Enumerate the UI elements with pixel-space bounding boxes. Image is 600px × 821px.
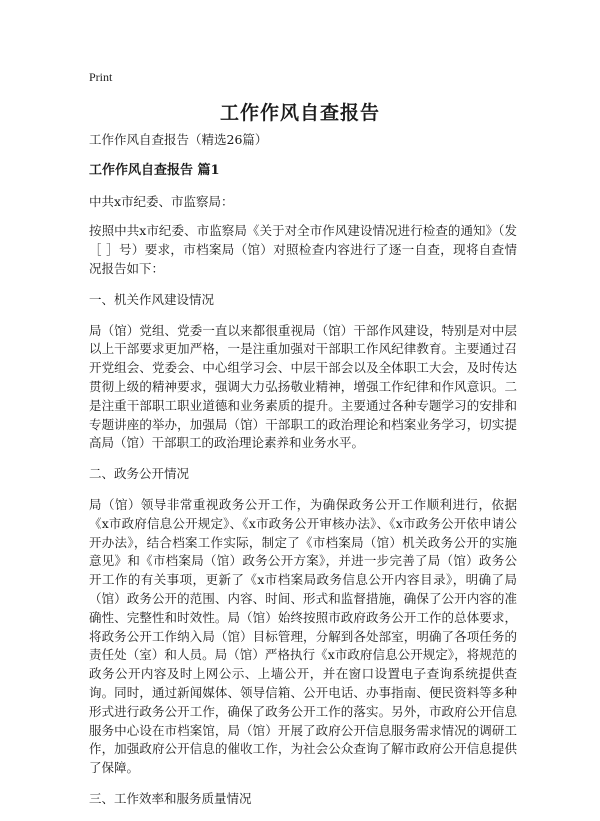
document-subtitle: 工作作风自查报告（精选26篇）	[89, 132, 268, 147]
part1-heading: 一、机关作风建设情况	[89, 291, 215, 307]
part2-heading: 二、政务公开情况	[89, 466, 190, 482]
salutation: 中共x市纪委、市监察局：	[89, 193, 234, 209]
document-title: 工作作风自查报告	[219, 102, 380, 124]
part3-heading: 三、工作效率和服务质量情况	[89, 790, 252, 806]
section-heading: 工作作风自查报告 篇1	[89, 162, 220, 178]
print-link[interactable]: Print	[89, 70, 113, 84]
part1-paragraph: 局（馆）党组、党委一直以来都很重视局（馆）干部作风建设，特别是对中层以上干部要求更加严格，一是注重加强对干部职工作风纪律教育。主要通过召开党组会、党委会、中心组学习会、中层干部会以及全体职工大会，及时传达贯彻上级的精神要求，强调大力弘扬敬业精神，增强工作纪律和作风意识。二是注重干部职工职业道德和业务素质的提升。主要通过各种专题学习的安排和专题讲座的举办，加强局（馆）干部职工的政治理论和档案业务学习，切实提高局（馆）干部职工的政治理论素养和业务水平。	[89, 322, 517, 451]
part2-paragraph: 局（馆）领导非常重视政务公开工作，为确保政务公开工作顺利进行，依据《x市政府信息公开规定》、《x市政务公开审核办法》、《x市政务公开依申请公开办法》，结合档案工作实际，制定了《市档案局（馆）机关政务公开的实施意见》和《市档案局（馆）政务公开方案》，并进一步完善了局（馆）政务公开工作的有关事项，更新了《x市档案局政务信息公开内容目录》，明确了局（馆）政务公开的范围、内容、时间、形式和监督措施，确保了公开内容的准确性、完整性和时效性。局（馆）始终按照市政府政务公开工作的总体要求，将政务公开工作纳入局（馆）目标管理，分解到各处部室，明确了各项任务的责任处（室）和人员。局（馆）严格执行《x市政府信息公开规定》，将规范的政务公开内容及时上网公示、上墙公开，并在窗口设置电子查询系统提供查询。同时，通过新闻媒体、领导信箱、公开电话、办事指南、便民资料等多种形式进行政务公开工作，确保了政务公开工作的落实。另外，市政府公开信息服务中心设在市档案馆，局（馆）开展了政府公开信息服务需求情况的调研工作，加强政府公开信息的催收工作，为社会公众查询了解市政府公开信息提供了保障。	[89, 496, 517, 776]
intro-paragraph: 按照中共x市纪委、市监察局《关于对全市作风建设情况进行检查的通知》（发［ ］号）要求，市档案局（馆）对照检查内容进行了逐一自查，现将自查情况报告如下：	[89, 223, 517, 276]
document-body	[89, 131, 517, 821]
